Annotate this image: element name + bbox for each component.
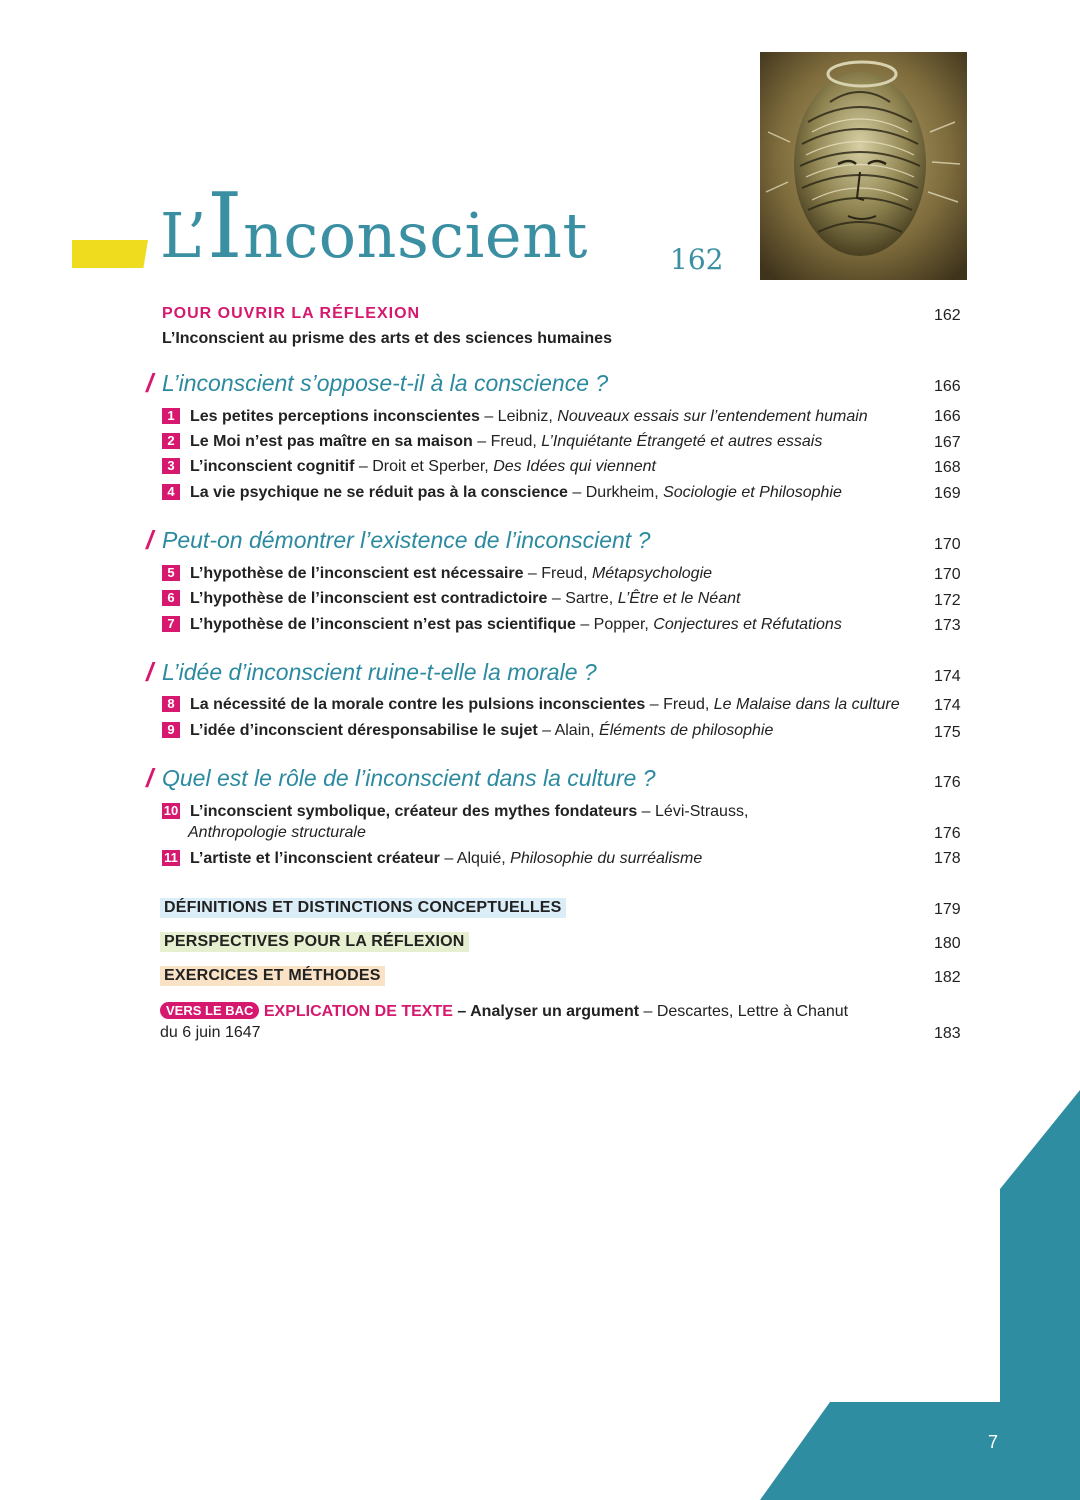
toc-entry-page[interactable]: 169 [934, 485, 961, 502]
page-number: 7 [988, 1432, 999, 1452]
toc-entry[interactable]: 8 La nécessité de la morale contre les pulsions inconscientes – Freud, Le Malaise dans la culture [162, 696, 900, 714]
ouvrir-subtitle: L’Inconscient au prisme des arts et des sciences humaines [162, 330, 612, 347]
bac-entry[interactable]: VERS LE BAC EXPLICATION DE TEXTE – Analyser un argument – Descartes, Lettre à Chanut [160, 1002, 848, 1021]
toc-entry-page[interactable]: 175 [934, 724, 961, 741]
toc-entry[interactable]: 1 Les petites perceptions inconscientes – Leibniz, Nouveaux essais sur l’entendement humain [162, 408, 868, 426]
extra-perspectives[interactable]: PERSPECTIVES POUR LA RÉFLEXION [160, 932, 469, 952]
toc-entry[interactable]: 7 L’hypothèse de l’inconscient n’est pas scientifique – Popper, Conjectures et Réfutations [162, 616, 842, 634]
toc-entry-page[interactable]: 176 [934, 825, 961, 842]
toc-entry[interactable]: 3 L’inconscient cognitif – Droit et Sperber, Des Idées qui viennent [162, 458, 656, 476]
toc-entry[interactable]: 4 La vie psychique ne se réduit pas à la conscience – Durkheim, Sociologie et Philosophie [162, 484, 842, 502]
toc-entry-page[interactable]: 168 [934, 459, 961, 476]
toc-entry-page[interactable]: 170 [934, 566, 961, 583]
toc-entry[interactable]: 5 L’hypothèse de l’inconscient est nécessaire – Freud, Métapsychologie [162, 565, 712, 583]
corner-decoration [760, 1090, 1080, 1500]
section-slash: / [146, 368, 154, 398]
toc-entry-page[interactable]: 167 [934, 434, 961, 451]
section-title-1[interactable]: L’inconscient s’oppose-t-il à la conscience ? [162, 370, 609, 396]
toc-entry-work[interactable]: Anthropologie structurale [188, 824, 366, 841]
toc-entry[interactable]: 9 L’idée d’inconscient déresponsabilise le sujet – Alain, Éléments de philosophie [162, 722, 773, 740]
section-slash: / [146, 525, 154, 555]
chapter-title-page[interactable]: 162 [670, 243, 724, 276]
section-page-1[interactable]: 166 [934, 378, 961, 395]
extra-perspectives-page[interactable]: 180 [934, 935, 961, 952]
toc-entry[interactable]: 2 Le Moi n’est pas maître en sa maison – Freud, L’Inquiétante Étrangeté et autres essais [162, 433, 822, 451]
extra-definitions[interactable]: DÉFINITIONS ET DISTINCTIONS CONCEPTUELLES [160, 898, 566, 918]
toc-entry[interactable]: 6 L’hypothèse de l’inconscient est contradictoire – Sartre, L’Être et le Néant [162, 590, 740, 608]
chapter-title: L’Inconscient [160, 174, 588, 279]
toc-entry-page[interactable]: 174 [934, 697, 961, 714]
bac-entry-line2[interactable]: du 6 juin 1647 [160, 1024, 261, 1041]
toc-entry-page[interactable]: 173 [934, 617, 961, 634]
toc-entry[interactable]: 10 L’inconscient symbolique, créateur des mythes fondateurs – Lévi-Strauss, [163, 803, 749, 820]
bac-entry-page[interactable]: 183 [934, 1025, 961, 1042]
toc-entry-page[interactable]: 178 [934, 850, 961, 867]
section-page-2[interactable]: 170 [934, 536, 961, 553]
toc-entry[interactable]: 11 L’artiste et l’inconscient créateur – Alquié, Philosophie du surréalisme [162, 850, 702, 868]
toc-entry-page[interactable]: 166 [934, 408, 961, 425]
extra-exercices[interactable]: EXERCICES ET MÉTHODES [160, 966, 385, 986]
section-slash: / [146, 657, 154, 687]
toc-entry-page[interactable]: 172 [934, 592, 961, 609]
ouvrir-heading[interactable]: POUR OUVRIR LA RÉFLEXION [162, 305, 421, 322]
extra-exercices-page[interactable]: 182 [934, 969, 961, 986]
section-title-3[interactable]: L’idée d’inconscient ruine-t-elle la morale ? [162, 659, 597, 685]
section-slash: / [146, 763, 154, 793]
chapter-illustration [760, 52, 967, 280]
section-title-4[interactable]: Quel est le rôle de l’inconscient dans la culture ? [162, 765, 656, 791]
extra-definitions-page[interactable]: 179 [934, 901, 961, 918]
section-page-3[interactable]: 174 [934, 668, 961, 685]
section-title-2[interactable]: Peut-on démontrer l’existence de l’inconscient ? [162, 527, 651, 553]
bac-badge: VERS LE BAC [160, 1002, 259, 1019]
section-page-4[interactable]: 176 [934, 774, 961, 791]
ouvrir-page[interactable]: 162 [934, 307, 961, 324]
title-marker [72, 240, 148, 268]
